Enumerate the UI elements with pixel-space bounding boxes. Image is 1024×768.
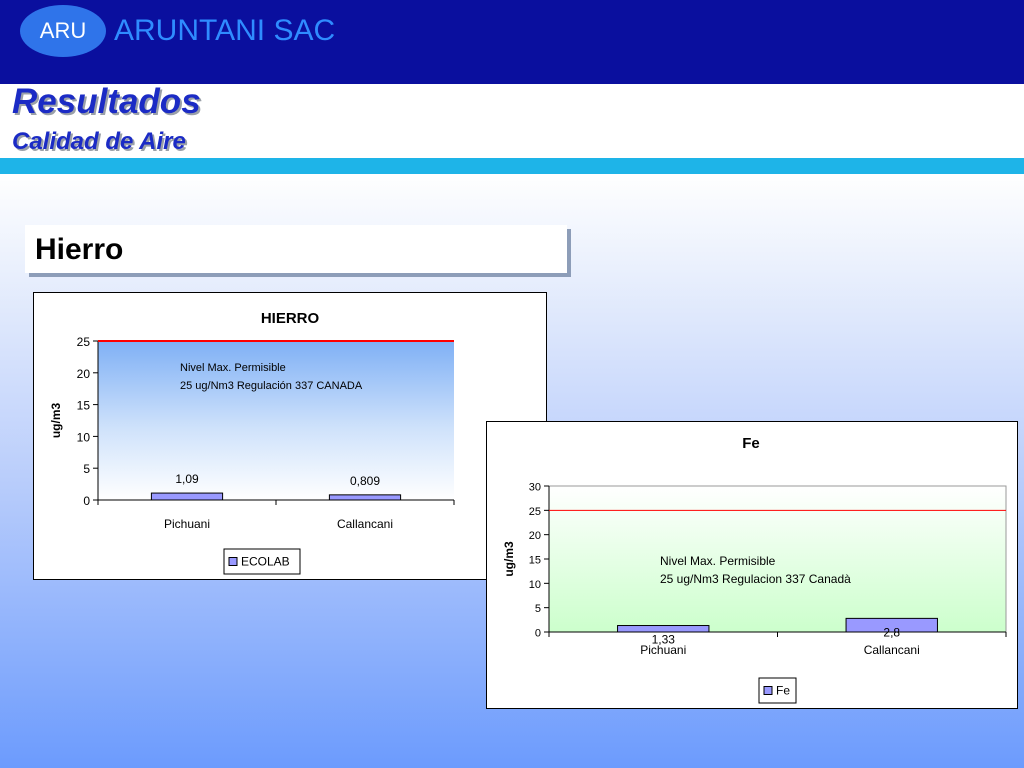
fe-chart <box>486 421 1018 709</box>
y-tick-label: 20 <box>76 366 90 381</box>
y-tick-label: 5 <box>534 603 541 616</box>
y-tick-label: 5 <box>83 462 90 477</box>
y-axis-label: ug/m3 <box>49 402 63 439</box>
y-tick-label: 15 <box>76 398 90 413</box>
section-title-box <box>25 225 567 273</box>
y-tick-label: 30 <box>528 481 541 494</box>
y-axis-label: ug/m3 <box>502 541 516 577</box>
data-label: 1,09 <box>175 472 199 487</box>
plot-area <box>549 486 1006 632</box>
logo-text: ARU <box>39 18 87 43</box>
category-label: Pichuani <box>640 643 687 657</box>
bar <box>618 626 709 632</box>
data-label: 1,33 <box>651 632 675 647</box>
chart-title: Fe <box>742 435 760 452</box>
header-bar <box>0 0 1024 84</box>
bar <box>151 493 222 500</box>
legend-label: ECOLAB <box>241 554 290 569</box>
accent-bar <box>0 158 1024 174</box>
category-label: Pichuani <box>163 517 211 531</box>
legend-swatch <box>229 558 237 566</box>
y-tick-label: 20 <box>528 530 541 543</box>
chart-title: HIERRO <box>260 310 320 327</box>
category-label: Callancani <box>863 643 920 657</box>
limit-annotation: Nivel Max. Permisible <box>660 554 776 568</box>
chart-svg <box>34 293 546 579</box>
legend-label: Fe <box>776 683 791 698</box>
page-subtitle: Calidad de Aire <box>12 128 186 155</box>
data-label: 0,809 <box>349 473 381 488</box>
y-tick-label: 10 <box>528 578 541 591</box>
limit-annotation: 25 ug/Nm3 Regulacion 337 Canadà <box>660 572 851 586</box>
legend-swatch <box>764 687 772 695</box>
category-label: Callancani <box>336 517 394 531</box>
chart-svg <box>487 422 1017 708</box>
company-name: ARUNTANI SAC <box>114 14 336 47</box>
y-tick-label: 15 <box>528 554 541 567</box>
section-title: Hierro <box>35 233 124 266</box>
y-tick-label: 10 <box>76 430 90 445</box>
y-tick-label: 25 <box>76 335 90 349</box>
y-tick-label: 0 <box>534 627 541 640</box>
y-tick-label: 25 <box>528 505 541 518</box>
company-logo <box>20 5 106 57</box>
hierro-chart <box>33 292 547 580</box>
limit-annotation: 25 ug/Nm3 Regulación 337 CANADA <box>180 380 363 392</box>
limit-annotation: Nivel Max. Permisible <box>180 362 286 374</box>
y-tick-label: 0 <box>83 494 90 508</box>
page-title: Resultados <box>12 82 201 121</box>
bar <box>329 495 400 500</box>
data-label: 2,8 <box>883 625 901 640</box>
